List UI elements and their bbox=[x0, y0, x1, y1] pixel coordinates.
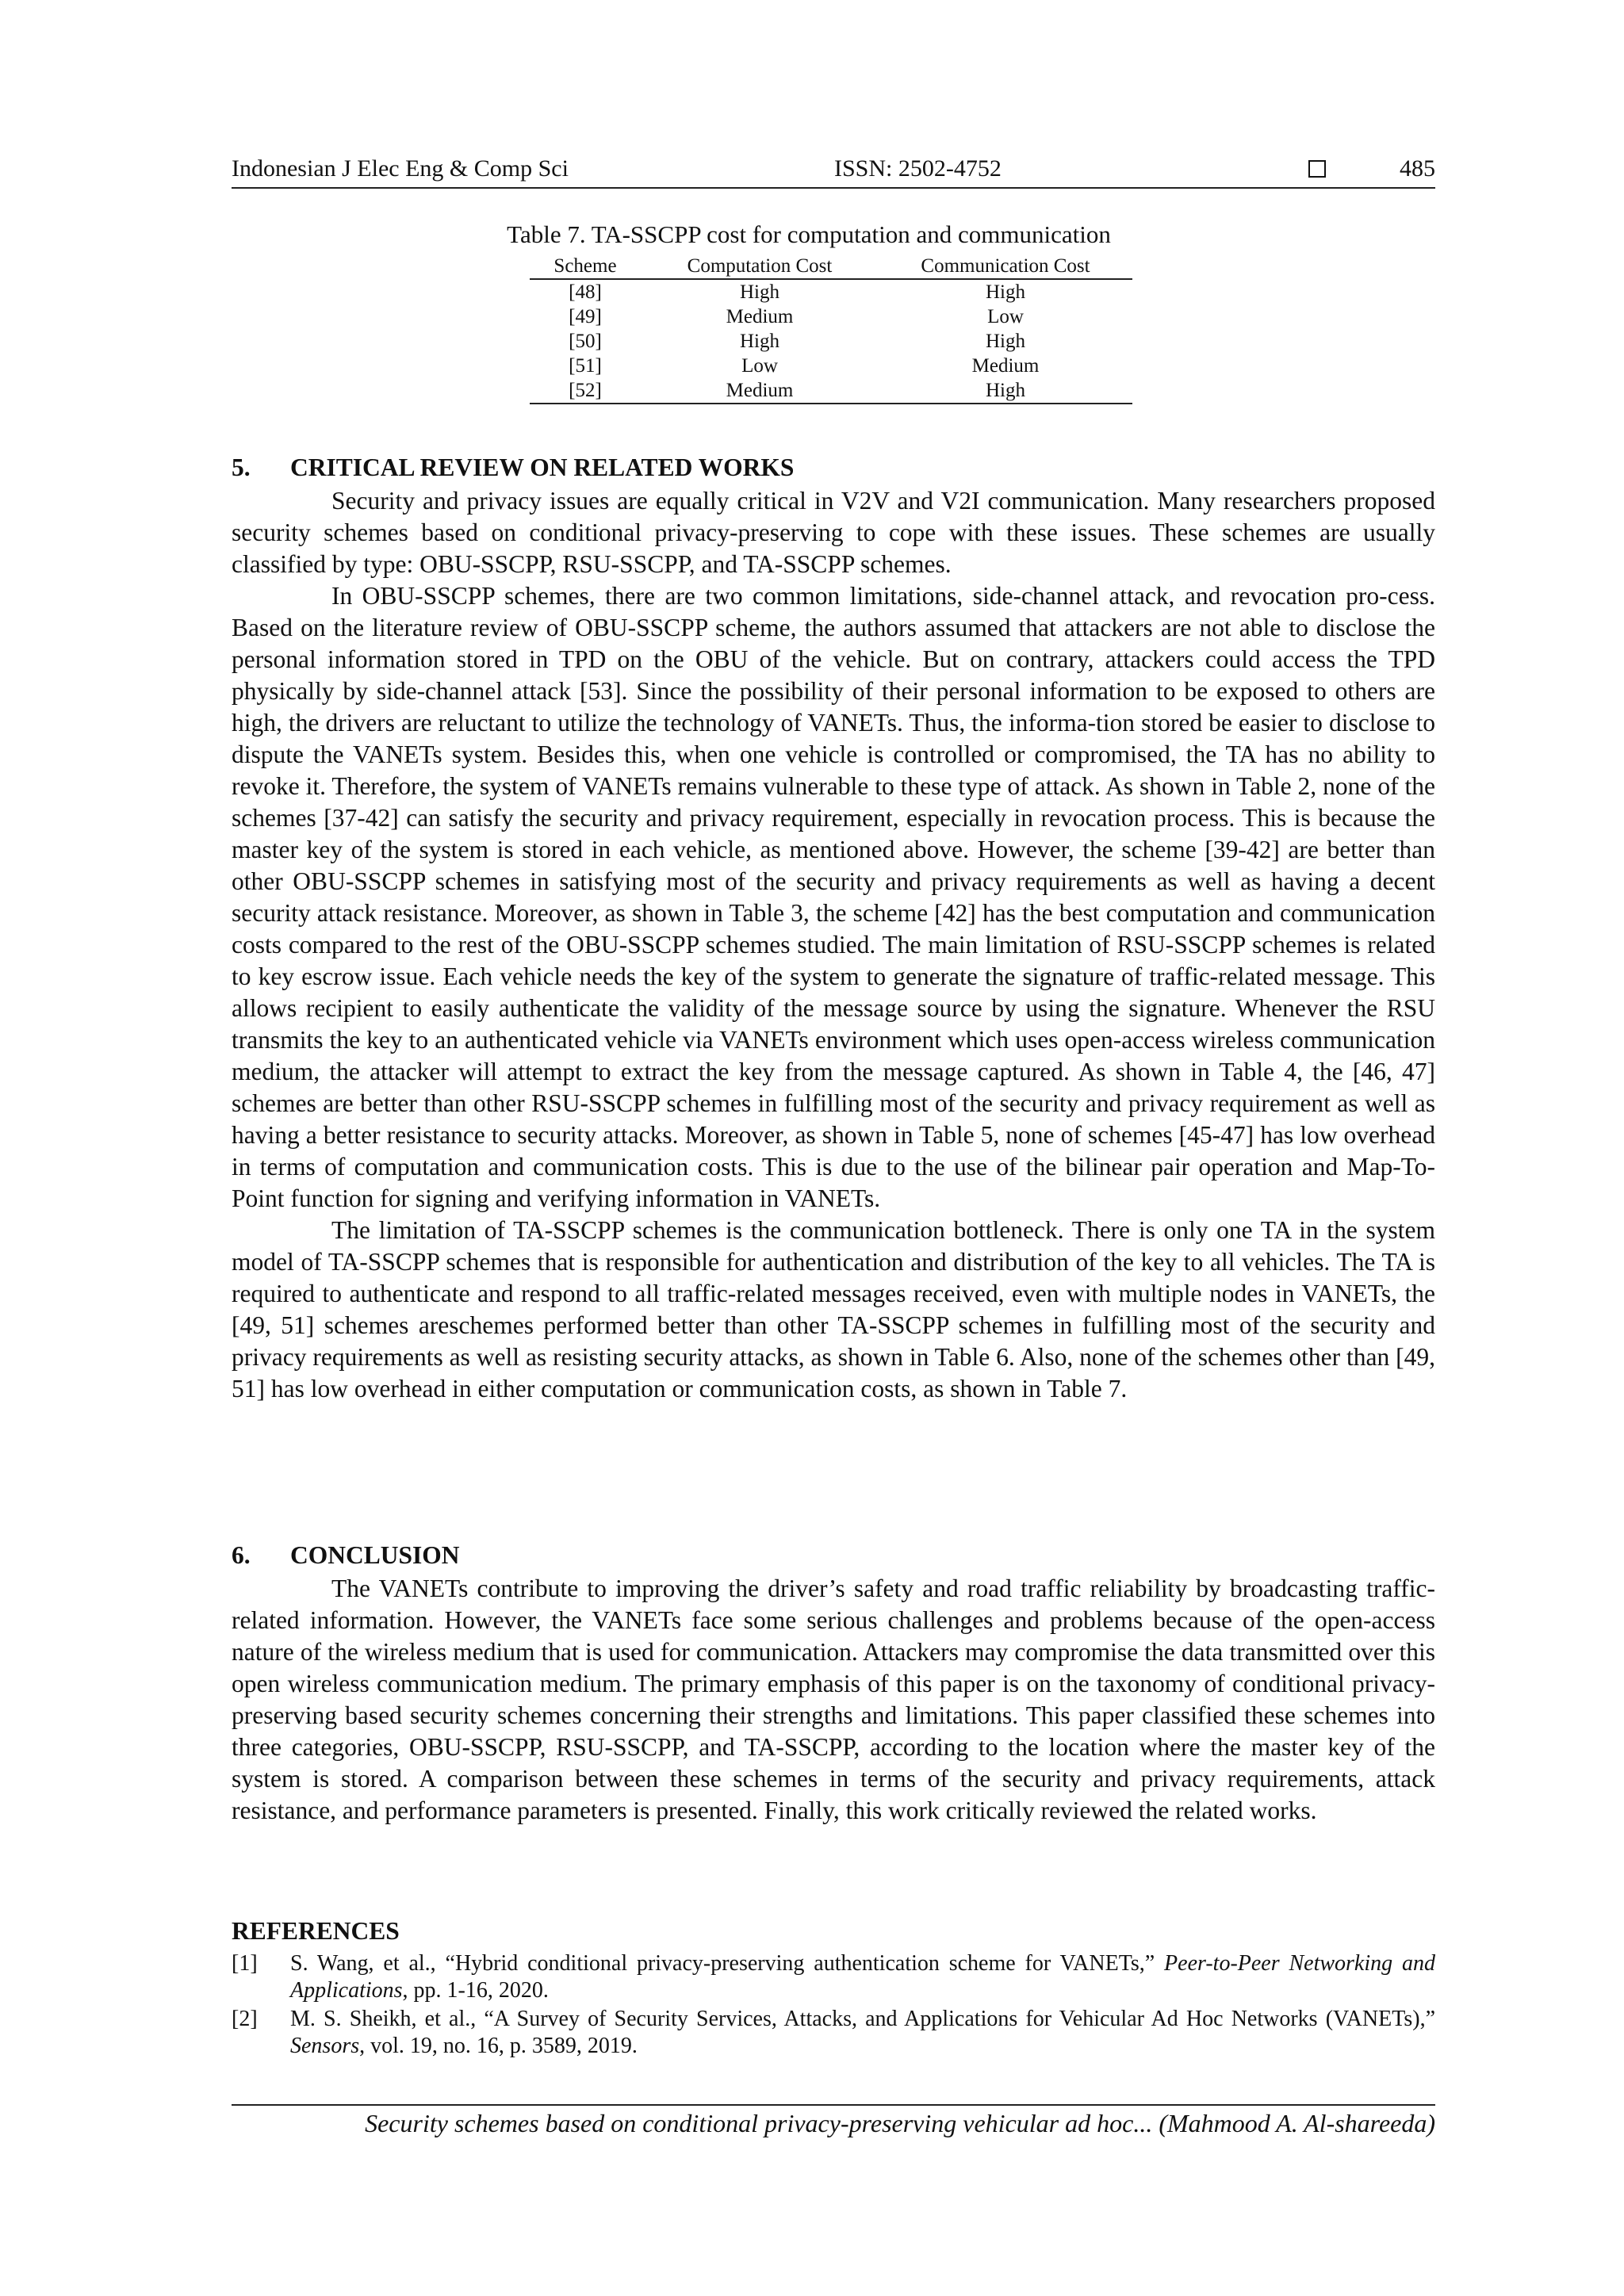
table-caption: Table 7. TA-SSCPP cost for computation and communication bbox=[507, 220, 1111, 248]
table-cell: High bbox=[879, 378, 1132, 404]
paragraph: In OBU-SSCPP schemes, there are two common limitations, side-channel attack, and revocation pro-cess. Based on the literature review of OBU-SSCPP scheme, the authors assumed that attackers are not able to disclose the personal information stored in TPD on the OBU of the vehicle. But on contrary, attackers could access the TPD physically by side-channel attack [53]. Since the possibility of their personal information to be exposed to others are high, the drivers are reluctant to utilize the technology of VANETs. Thus, the informa-tion stored be easier to disclose to dispute the VANETs system. Besides this, when one vehicle is controlled or compromised, the TA has no ability to revoke it. Therefore, the system of VANETs remains vulnerable to these type of attack. As shown in Table 2, none of the schemes [37-42] can satisfy the security and privacy requirement, especially in revocation process. This is because the master key of the system is stored in each vehicle, as mentioned above. However, the scheme [39-42] are better than other OBU-SSCPP schemes in satisfying most of the security and privacy requirements as well as having a decent security attack resistance. Moreover, as shown in Table 3, the scheme [42] has the best computation and communication costs compared to the rest of the OBU-SSCPP schemes studied. The main limitation of RSU-SSCPP schemes is related to key escrow issue. Each vehicle needs the key of the system to generate the signature of traffic-related message. This allows recipient to easily authenticate the validity of the message source by using the signature. Whenever the RSU transmits the key to an authenticated vehicle via VANETs environment which uses open-access wireless communication medium, the attacker will attempt to extract the key from the message captured. As shown in Table 4, the [46, 47] schemes are better than other RSU-SSCPP schemes in fulfilling most of the security and privacy requirement as well as having a better resistance to security attacks. Moreover, as shown in Table 5, none of schemes [45-47] has low overhead in terms of computation and communication costs. This is due to the use of the bilinear pair operation and Map-To-Point function for signing and verifying information in VANETs. bbox=[232, 582, 1435, 1212]
paragraph: The limitation of TA-SSCPP schemes is the communication bottleneck. There is only one TA in the system model of TA-SSCPP schemes that is responsible for authentication and distribution of the key to all vehicles. The TA is required to authenticate and respond to all traffic-related messages received, even with multiple nodes in VANETs, the [49, 51] schemes areschemes performed better than other TA-SSCPP schemes in fulfilling most of the security and privacy requirements as well as resisting security attacks, as shown in Table 6. Also, none of the schemes other than [49, 51] has low overhead in either computation or communication costs, as shown in Table 7. bbox=[232, 1216, 1435, 1402]
issn: ISSN: 2502-4752 bbox=[834, 155, 1002, 182]
section-heading bbox=[232, 453, 794, 482]
table-cell: [51] bbox=[569, 355, 602, 377]
table-cell: Medium bbox=[641, 378, 879, 404]
table-row bbox=[530, 279, 1132, 304]
table-cell: [52] bbox=[530, 378, 641, 404]
reference-list bbox=[232, 1950, 1435, 2061]
section-heading bbox=[232, 1541, 460, 1570]
section-body bbox=[232, 1573, 1435, 1827]
reference-label: [2] bbox=[232, 2007, 258, 2031]
reference-text: S. Wang, et al., “Hybrid conditional privacy-preserving authentication scheme for VANETs,” bbox=[290, 1951, 1165, 1976]
table-cell: [50] bbox=[569, 331, 602, 352]
section-body bbox=[232, 485, 1435, 1405]
reference-text: M. S. Sheikh, et al., “A Survey of Security Services, Attacks, and Applications for Vehicular Ad Hoc Networks (VANETs),” bbox=[290, 2007, 1435, 2031]
cost-table bbox=[530, 254, 1132, 404]
section-title: CONCLUSION bbox=[290, 1541, 460, 1569]
section-number: 5. bbox=[232, 453, 251, 481]
references-heading: REFERENCES bbox=[232, 1917, 400, 1945]
table-cell: Medium bbox=[726, 306, 794, 327]
section-title: CRITICAL REVIEW ON RELATED WORKS bbox=[290, 453, 795, 481]
table-row bbox=[530, 378, 1132, 404]
paragraph: The VANETs contribute to improving the driver’s safety and road traffic reliability by broadcasting traffic-related information. However, the VANETs face some serious challenges and problems because of the open-access nature of the wireless medium that is used for communication. Attackers may compromise the data transmitted over this open wireless communication medium. The primary emphasis of this paper is on the taxonomy of conditional privacy-preserving based security schemes concerning their strengths and limitations. This paper classified these schemes into three categories, OBU-SSCPP, RSU-SSCPP, and TA-SSCPP, according to the location where the master key of the system is stored. A comparison between these schemes in terms of the security and privacy requirements, attack resistance, and performance parameters is presented. Finally, this work critically reviewed the related works. bbox=[232, 1575, 1435, 1824]
reference-tail: , pp. 1-16, 2020. bbox=[402, 1978, 549, 2003]
section-number: 6. bbox=[232, 1541, 251, 1569]
reference-tail: , vol. 19, no. 16, p. 3589, 2019. bbox=[359, 2034, 638, 2058]
table-row bbox=[530, 304, 1132, 329]
reference-venue: Sensors bbox=[290, 2034, 360, 2058]
checkbox-square-icon bbox=[1308, 160, 1326, 178]
table-row bbox=[530, 354, 1132, 378]
running-footer: Security schemes based on conditional privacy-preserving vehicular ad hoc... (Mahmood A. Al-shareeda) bbox=[365, 2109, 1435, 2137]
reference-label: [1] bbox=[232, 1951, 258, 1976]
table-cell: Medium bbox=[971, 355, 1040, 377]
column-header: Computation Cost bbox=[641, 254, 879, 279]
table-header-row bbox=[530, 254, 1132, 279]
table-cell: High bbox=[986, 281, 1025, 303]
reference-item bbox=[232, 1950, 1435, 2004]
journal-name: Indonesian J Elec Eng & Comp Sci bbox=[232, 155, 569, 182]
table-cell: High bbox=[740, 331, 779, 352]
column-header: Communication Cost bbox=[879, 254, 1132, 279]
table-cell: High bbox=[740, 281, 779, 303]
table-cell: Low bbox=[741, 355, 778, 377]
paragraph: Security and privacy issues are equally critical in V2V and V2I communication. Many researchers proposed security schemes based on conditional privacy-preserving to cope with these issues. These schemes are usually classified by type: OBU-SSCPP, RSU-SSCPP, and TA-SSCPP schemes. bbox=[232, 487, 1435, 578]
table-cell: High bbox=[986, 331, 1025, 352]
table-cell: [49] bbox=[569, 306, 602, 327]
table-cell: [48] bbox=[569, 281, 602, 303]
page-number: 485 bbox=[1400, 155, 1435, 182]
table-row bbox=[530, 329, 1132, 354]
footer-divider bbox=[232, 2104, 1435, 2106]
page-header bbox=[232, 154, 1435, 189]
reference-item bbox=[232, 2006, 1435, 2060]
table-cell: Low bbox=[987, 306, 1024, 327]
column-header: Scheme bbox=[530, 254, 641, 279]
reference-venue: Peer-to-Peer Networking and Applications bbox=[290, 1951, 1435, 2003]
